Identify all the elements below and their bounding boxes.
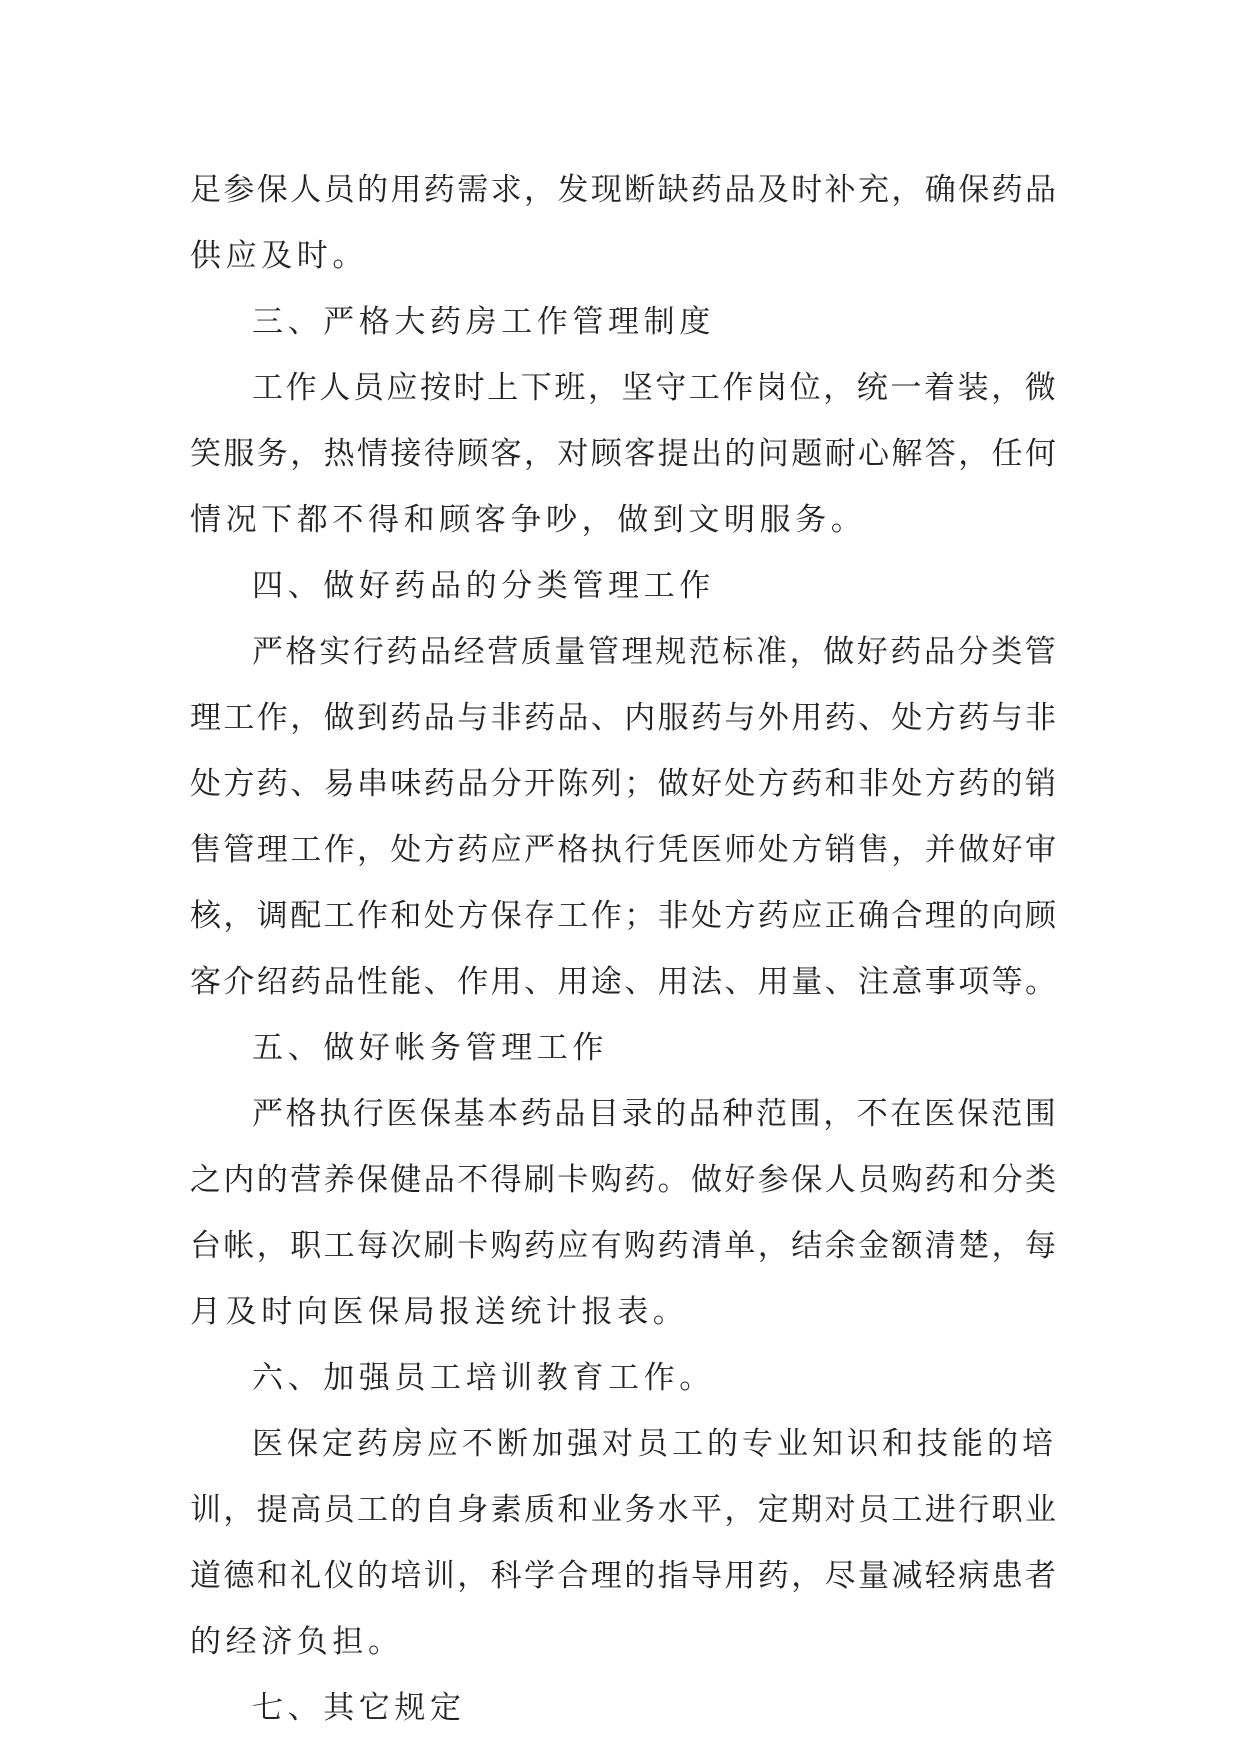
section-heading: 七、其它规定	[252, 1690, 466, 1726]
text-line: 供应及时。	[190, 238, 368, 274]
text-line: 台帐，职工每次刷卡购药应有购药清单，结余金额清楚，每	[190, 1228, 1059, 1264]
text-line: 处方药、易串味药品分开陈列；做好处方药和非处方药的销	[190, 766, 1059, 802]
text-line: 工作人员应按时上下班，坚守工作岗位，统一着装，微	[252, 370, 1059, 406]
text-line: 足参保人员的用药需求，发现断缺药品及时补充，确保药品	[190, 172, 1059, 208]
text-line: 笑服务，热情接待顾客，对顾客提出的问题耐心解答，任何	[190, 436, 1059, 472]
section-heading: 六、加强员工培训教育工作。	[252, 1360, 715, 1396]
text-line: 严格执行医保基本药品目录的品种范围，不在医保范围	[252, 1096, 1059, 1132]
text-line: 道德和礼仪的培训，科学合理的指导用药，尽量减轻病患者	[190, 1558, 1059, 1594]
section-heading: 五、做好帐务管理工作	[252, 1030, 608, 1066]
text-line: 医保定药房应不断加强对员工的专业知识和技能的培	[252, 1426, 1057, 1462]
document-body	[190, 157, 1060, 1741]
text-line: 月及时向医保局报送统计报表。	[190, 1294, 689, 1330]
text-line: 理工作，做到药品与非药品、内服药与外用药、处方药与非	[190, 700, 1059, 736]
text-line: 严格实行药品经营质量管理规范标准，做好药品分类管	[252, 634, 1059, 670]
text-line: 之内的营养保健品不得刷卡购药。做好参保人员购药和分类	[190, 1162, 1059, 1198]
text-line: 核，调配工作和处方保存工作；非处方药应正确合理的向顾	[190, 898, 1059, 934]
section-heading: 三、严格大药房工作管理制度	[252, 304, 715, 340]
text-line: 情况下都不得和顾客争吵，做到文明服务。	[190, 502, 867, 538]
text-line: 售管理工作，处方药应严格执行凭医师处方销售，并做好审	[190, 832, 1059, 868]
text-line: 客介绍药品性能、作用、用途、用法、用量、注意事项等。	[190, 964, 1059, 1000]
section-heading: 四、做好药品的分类管理工作	[252, 568, 715, 604]
text-line: 的经济负担。	[190, 1624, 404, 1660]
text-line: 训，提高员工的自身素质和业务水平，定期对员工进行职业	[190, 1492, 1059, 1528]
